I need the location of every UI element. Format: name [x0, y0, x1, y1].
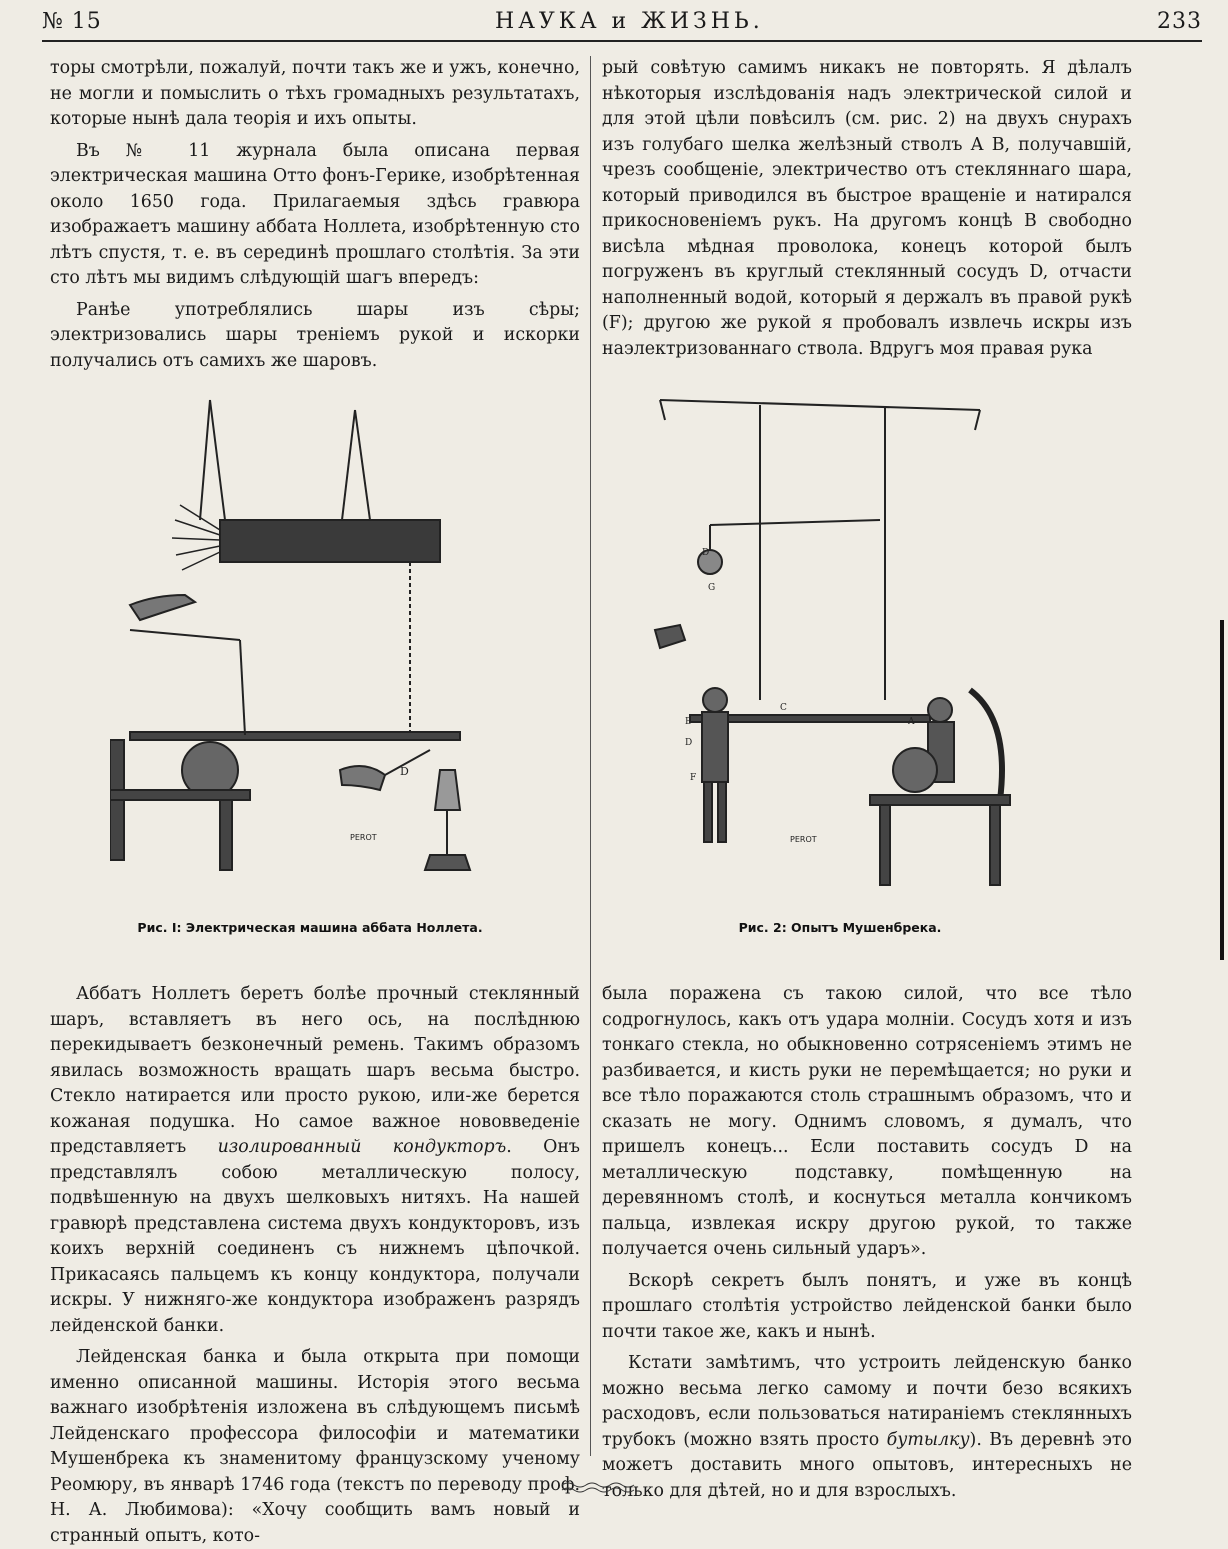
figure-2-engraving: [640, 380, 1020, 900]
label-c: C: [780, 703, 787, 713]
label-d-flask: D: [702, 548, 710, 558]
engraver-signature: PEROT: [350, 833, 377, 842]
issue-number: № 15: [42, 8, 102, 34]
right-column-top: [602, 56, 1132, 362]
text-run: ). Въ деревнѣ это можетъ доставить много опытовъ, интересныхъ не только для дѣтей, но и для взрослыхъ.: [602, 1429, 1132, 1501]
paragraph: рый совѣтую самимъ никакъ не повторять. Я дѣлалъ нѣкоторыя изслѣдованія надъ электрической силой и для этой цѣли повѣсилъ (см. рис. 2) на двухъ снурахъ изъ голубаго шелка желѣзный стволъ А В, получавшій, чрезъ сообщеніе, электричество отъ стекляннаго шара, который приводился въ быстрое вращеніе и натирался прикосновеніемъ рукъ. На другомъ концѣ В свободно висѣла мѣдная проволока, конецъ которой былъ погруженъ въ круглый стеклянный сосудъ D, отчасти наполненный водой, который я держалъ въ правой рукѣ (F); другою же рукой я пробовалъ извлечь искры изъ наэлектризованнаго ствола. Вдругъ моя правая рука: [602, 58, 1132, 359]
paragraph: Вскорѣ секретъ былъ понятъ, и уже въ концѣ прошлаго столѣтія устройство лейденской банки было почти такое же, какъ и нынѣ.: [602, 1270, 1132, 1342]
emphasis: бутылку: [886, 1429, 970, 1450]
page-header: [42, 4, 1202, 38]
page-number: 233: [1156, 8, 1202, 34]
engraver-signature: PEROT: [790, 835, 817, 844]
paragraph: [602, 1351, 1132, 1504]
text-run: Аббатъ Ноллетъ беретъ болѣе прочный стеклянный шаръ, вставляетъ въ него ось, на послѣднюю перекидываетъ безконечный ремень. Такимъ образомъ явилась возможность вращать шаръ весьма быстро. Стекло натирается или просто рукою, или-же берется кожаная подушка. Но самое важное нововведеніе представляетъ: [50, 984, 580, 1157]
left-column-top: [50, 56, 580, 374]
text-run: . Онъ представлялъ собою металлическую полосу, подвѣшенную на двухъ шелковыхъ нитяхъ. На нашей гравюрѣ представлена система двухъ кондукторовъ, изъ коихъ верхній соединенъ съ нижнемъ цѣпочкой. Прикасаясь пальцемъ къ концу кондуктора, получали искры. У нижняго-же кондуктора изображенъ разрядъ лейденской банки.: [50, 1137, 580, 1336]
nollet-machine-illustration: [110, 380, 490, 900]
paragraph: Въ № 11 журнала была описана первая электрическая машина Отто фонъ-Герике, изобрѣтенная около 1650 года. Прилагаемыя здѣсь гравюра изображаетъ машину аббата Ноллета, изобрѣтенную сто лѣтъ спустя, т. е. въ серединѣ прошлаго столѣтія. За эти сто лѣтъ мы видимъ слѣдующій шагъ впередъ:: [50, 140, 580, 288]
paragraph: была поражена съ такою силой, что все тѣло содрогнулось, какъ отъ удара молніи. Сосудъ хотя и изъ тонкаго стекла, но обыкновенно сотрясеніемъ этимъ не разбивается, и кисть руки не перемѣщается; но руки и все тѣло поражаются столь страшнымъ образомъ, что и сказать не могу. Однимъ словомъ, я думалъ, что пришелъ конецъ... Если поставить сосудъ D на металлическую подставку, помѣщенную на деревянномъ столѣ, и коснуться металла кончикомъ пальца, извлекая искру другою рукой, то также получается очень сильный ударъ».: [602, 984, 1132, 1259]
label-a: A: [908, 717, 915, 727]
label-b: B: [685, 717, 692, 727]
paragraph: Лейденская банка и была открыта при помощи именно описанной машины. Исторія этого весьма важнаго изобрѣтенія изложена въ слѣдующемъ письмѣ Лейденскаго профессора философіи и математики Мушенбрека къ знаменитому французскому ученому Реомюру, въ январѣ 1746 года (текстъ по переводу проф. Н. А. Любимова): «Хочу сообщить вамъ новый и странный опытъ, кото-: [50, 1347, 580, 1546]
paragraph: [50, 982, 580, 1339]
column-divider: [590, 56, 591, 1456]
page-edge-shadow: [1220, 620, 1224, 960]
text-run: Кстати замѣтимъ, что устроить лейденскую банко можно весьма легко самому и почти безо всякихъ расходовъ, если пользоваться натираніемъ стеклянныхъ трубокъ (можно взять просто: [602, 1353, 1132, 1450]
label-g: G: [708, 583, 716, 593]
label-f: F: [690, 773, 697, 783]
paragraph: Ранѣе употреблялись шары изъ сѣры; электризовались шары треніемъ рукой и искорки получались отъ самихъ же шаровъ.: [50, 299, 580, 371]
musschenbroek-experiment-illustration: [640, 380, 1020, 900]
header-rule: [42, 40, 1202, 42]
journal-title: НАУКА и ЖИЗНЬ.: [495, 8, 764, 34]
figure-1-engraving: [110, 380, 490, 900]
label-d: D: [400, 765, 409, 778]
label-d-jar: D: [685, 738, 693, 748]
figure-2-caption: Рис. 2: Опытъ Мушенбрека.: [738, 920, 942, 935]
right-column-bottom: [602, 982, 1132, 1504]
paragraph: торы смотрѣли, пожалуй, почти такъ же и ужъ, конечно, не могли и помыслить о тѣхъ громадныхъ результатахъ, которые нынѣ дала теорія и ихъ опыты.: [50, 58, 580, 129]
figure-1-caption: Рис. I: Электрическая машина аббата Ноллета.: [137, 920, 483, 935]
footer-ornament: [560, 1480, 640, 1494]
emphasis: изолированный кондукторъ: [217, 1137, 507, 1157]
left-column-bottom: [50, 982, 580, 1549]
